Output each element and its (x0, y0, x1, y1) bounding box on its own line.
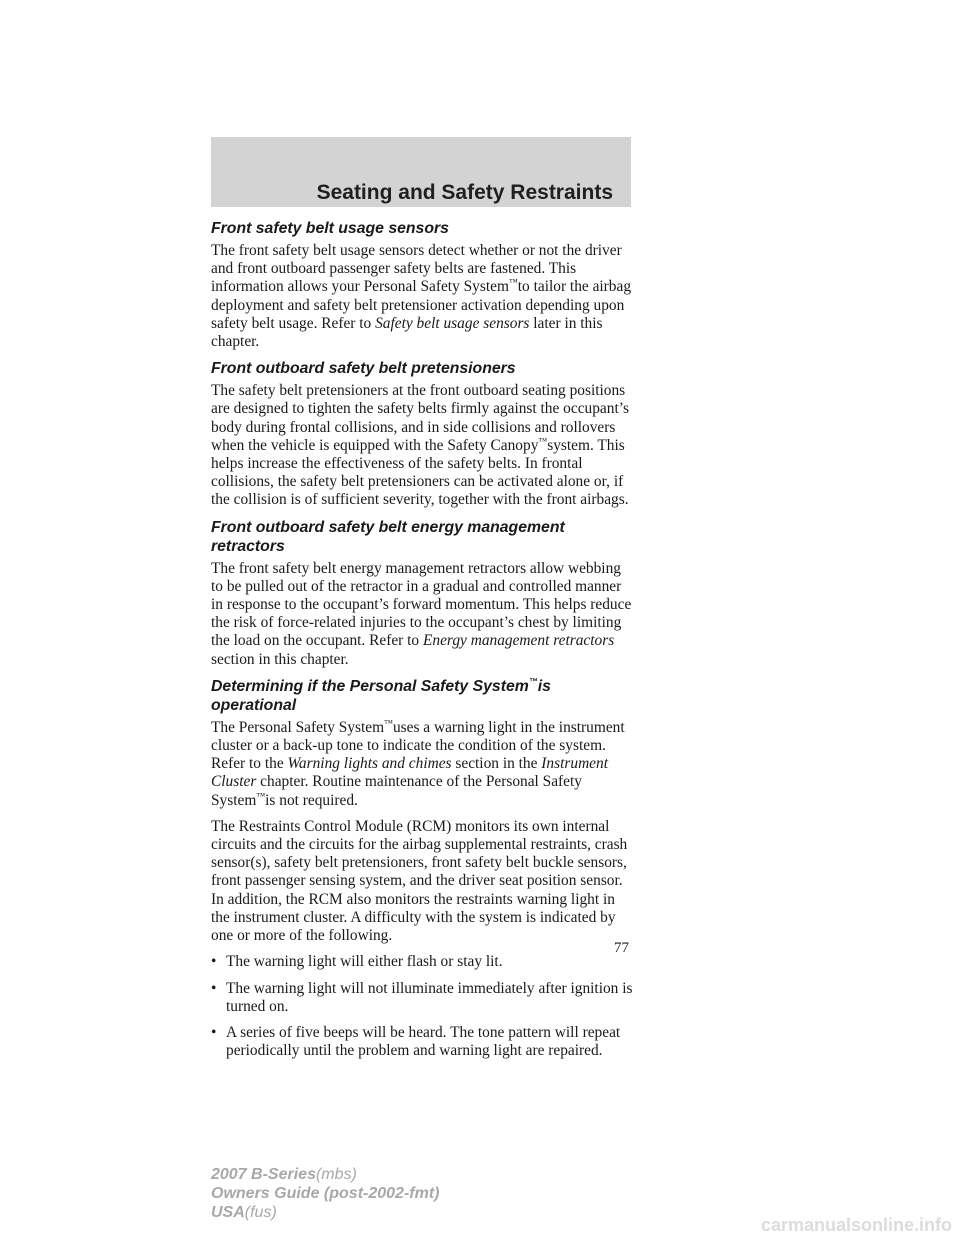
section-title: Seating and Safety Restraints (316, 181, 613, 204)
list-item: • A series of five beeps will be heard. The tone pattern will repeat periodically until the problem and warning light are repaired. (211, 1023, 621, 1060)
list-item: • The warning light will not illuminate immediately after ignition is turned on. (211, 979, 633, 1015)
paragraph-operational: The Personal Safety System™uses a warning light in the instrument cluster or a back-up tone to indicate the condition of the system. Refer to the Warning lights and chimes section in the Instrument Cluster chapter. Routine maintenance of the Personal Safety System™is not required. (211, 717, 625, 809)
heading-operational: Determining if the Personal Safety System™is operational (211, 676, 551, 714)
cross-reference: Safety belt usage sensors (375, 314, 530, 332)
list-item: • The warning light will either flash or stay lit. (211, 953, 503, 971)
paragraph-usage-sensors: The front safety belt usage sensors detect whether or not the driver and front outboard passenger safety belts are fastened. This information allows your Personal Safety System™to tailor the airbag deployment and safety belt pretensioner activation depending upon safety belt usage. Refer to Safety belt usage sensors later in this chapter. (211, 242, 632, 351)
cross-reference: Warning lights and chimes (287, 755, 452, 773)
cross-reference: Energy management retractors (422, 632, 615, 650)
trademark-symbol: ™ (256, 790, 266, 801)
section-header-band (211, 137, 631, 207)
heading-usage-sensors: Front safety belt usage sensors (211, 220, 449, 237)
paragraph-energy-retractors: The front safety belt energy management retractors allow webbing to be pulled out of the retractor in a gradual and controlled manner in response to the occupant’s forward momentum. This helps reduce the risk of force-related injuries to the occupant’s chest by limiting the load on the occupant. Refer to Energy management retractors section in this chapter. (211, 559, 632, 668)
paragraph-pretensioners: The safety belt pretensioners at the front outboard seating positions are designed to tighten the safety belts firmly against the occupant’s body during frontal collisions, and in side collisions and rollovers when the vehicle is equipped with the Safety Canopy™system. This helps increase the effectiveness of the safety belts. In frontal collisions, the safety belt pretensioners can be activated alone or, if the collision is of sufficient severity, together with the front airbags. (211, 382, 629, 509)
page-number: 77 (614, 940, 629, 956)
heading-energy-retractors: Front outboard safety belt energy management retractors (211, 518, 565, 555)
trademark-symbol: ™ (508, 277, 518, 288)
trademark-symbol: ™ (538, 435, 548, 446)
footer-line-1: 2007 B-Series(mbs) (211, 1166, 357, 1183)
paragraph-rcm: The Restraints Control Module (RCM) monitors its own internal circuits and the circuits for the airbag supplemental restraints, crash sensor(s), safety belt pretensioners, front safety belt buckle sensors, front passenger sensing system, and the driver seat position sensor. In addition, the RCM also monitors the restraints warning light in the instrument cluster. A difficulty with the system is indicated by one or more of the following. (211, 817, 628, 945)
bullet-icon: • (211, 979, 217, 997)
watermark: carmanualsonline.info (760, 1215, 952, 1235)
symptom-list (211, 953, 636, 1060)
trademark-symbol: ™ (384, 717, 393, 728)
footer-line-3: USA(fus) (211, 1204, 277, 1221)
heading-pretensioners: Front outboard safety belt pretensioners (211, 360, 516, 378)
bullet-icon: • (211, 953, 217, 971)
cross-reference: Instrument Cluster (211, 755, 608, 791)
bullet-icon: • (211, 1023, 217, 1041)
page-body (211, 219, 636, 1068)
footer-line-2: Owners Guide (post-2002-fmt) (211, 1185, 440, 1202)
document-footer (211, 1165, 439, 1222)
trademark-symbol: ™ (528, 676, 538, 687)
